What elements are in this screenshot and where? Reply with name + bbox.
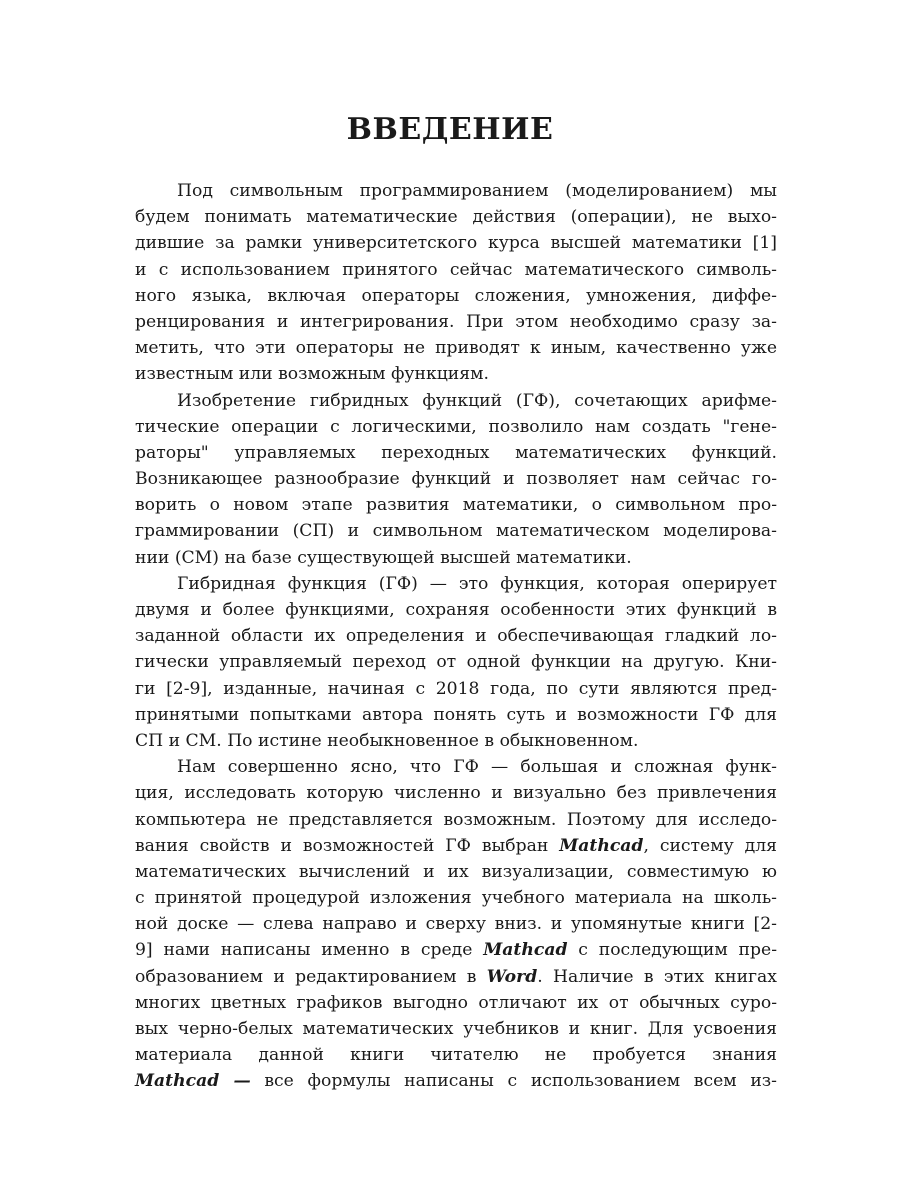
word-term: Word xyxy=(486,966,538,987)
text-line: двумя и более функциями, сохраняя особенности этих функций в xyxy=(135,600,777,620)
text-line: и с использованием принятого сейчас математического символь- xyxy=(135,259,777,280)
text-line: нии (СМ) на базе существующей высшей математики. xyxy=(135,547,632,568)
text-line: ция, исследовать которую численно и визуально без привлечения xyxy=(135,783,777,804)
text-line: граммировании (СП) и символьном математическом моделирова- xyxy=(135,521,777,542)
text-fragment: с последующим пре- xyxy=(567,940,777,961)
text-line xyxy=(135,1068,777,1094)
text-line: СП и СМ. По истине необыкновенное в обыкновенном. xyxy=(135,730,639,751)
text-line: компьютера не представляется возможным. Поэтому для исследо- xyxy=(135,809,777,830)
text-line: раторы" управляемых переходных математических функций. xyxy=(135,442,777,463)
text-line: Под символьным программированием (моделированием) мы xyxy=(177,181,777,201)
text-line: с принятой процедурой изложения учебного материала на школь- xyxy=(135,888,777,909)
text-line: материала данной книги читателю не пробуется знания xyxy=(135,1045,777,1066)
text-fragment: . Наличие в этих книгах xyxy=(537,966,777,987)
text-line: принятыми попытками автора понять суть и возможности ГФ для xyxy=(135,704,777,725)
text-line: Гибридная функция (ГФ) — это функция, которая оперирует xyxy=(177,573,777,594)
text-fragment: все формулы написаны с использованием всем из- xyxy=(250,1071,777,1092)
text-line: ренцирования и интегрирования. При этом необходимо сразу за- xyxy=(135,311,777,332)
text-line: ной доске — слева направо и сверху вниз. и упомянутые книги [2- xyxy=(135,914,777,935)
mathcad-term: Mathcad — xyxy=(135,1071,251,1092)
text-fragment: вания свойств и возможностей ГФ выбран xyxy=(135,835,560,856)
mathcad-term: Mathcad xyxy=(559,835,644,856)
page-title: ВВЕДЕНИЕ xyxy=(346,112,554,147)
text-line: известным или возможным функциям. xyxy=(135,364,489,385)
text-line: Нам совершенно ясно, что ГФ — большая и сложная функ- xyxy=(177,757,777,778)
text-line: метить, что эти операторы не приводят к иным, качественно уже xyxy=(135,338,777,359)
text-line: ного языка, включая операторы сложения, умножения, диффе- xyxy=(135,285,777,306)
body-text xyxy=(135,178,777,1095)
text-fragment: 9] нами написаны именно в среде xyxy=(135,940,484,961)
text-line: гически управляемый переход от одной функции на другую. Кни- xyxy=(135,652,777,673)
mathcad-term: Mathcad xyxy=(483,940,568,961)
text-line: тические операции с логическими, позволило нам создать "гене- xyxy=(135,416,777,437)
text-line: Возникающее разнообразие функций и позволяет нам сейчас го- xyxy=(135,469,777,490)
text-line: заданной области их определения и обеспечивающая гладкий ло- xyxy=(135,626,777,647)
text-line: дившие за рамки университетского курса высшей математики [1] xyxy=(135,233,777,254)
text-fragment: образованием и редактированием в xyxy=(135,966,487,987)
text-line: ворить о новом этапе развития математики, о символьном про- xyxy=(135,495,777,516)
text-line: математических вычислений и их визуализации, совместимую ю xyxy=(135,861,777,882)
text-line xyxy=(135,937,777,963)
text-line: будем понимать математические действия (операции), не выхо- xyxy=(135,207,777,228)
text-line xyxy=(135,833,777,859)
text-line: ги [2-9], изданные, начиная с 2018 года, по сути являются пред- xyxy=(135,678,777,699)
text-line xyxy=(135,964,777,990)
text-fragment: , систему для xyxy=(643,835,777,856)
text-line: многих цветных графиков выгодно отличают их от обычных суро- xyxy=(135,992,777,1013)
text-line: Изобретение гибридных функций (ГФ), сочетающих арифме- xyxy=(177,390,777,411)
text-line: вых черно-белых математических учебников и книг. Для усвоения xyxy=(135,1019,777,1039)
